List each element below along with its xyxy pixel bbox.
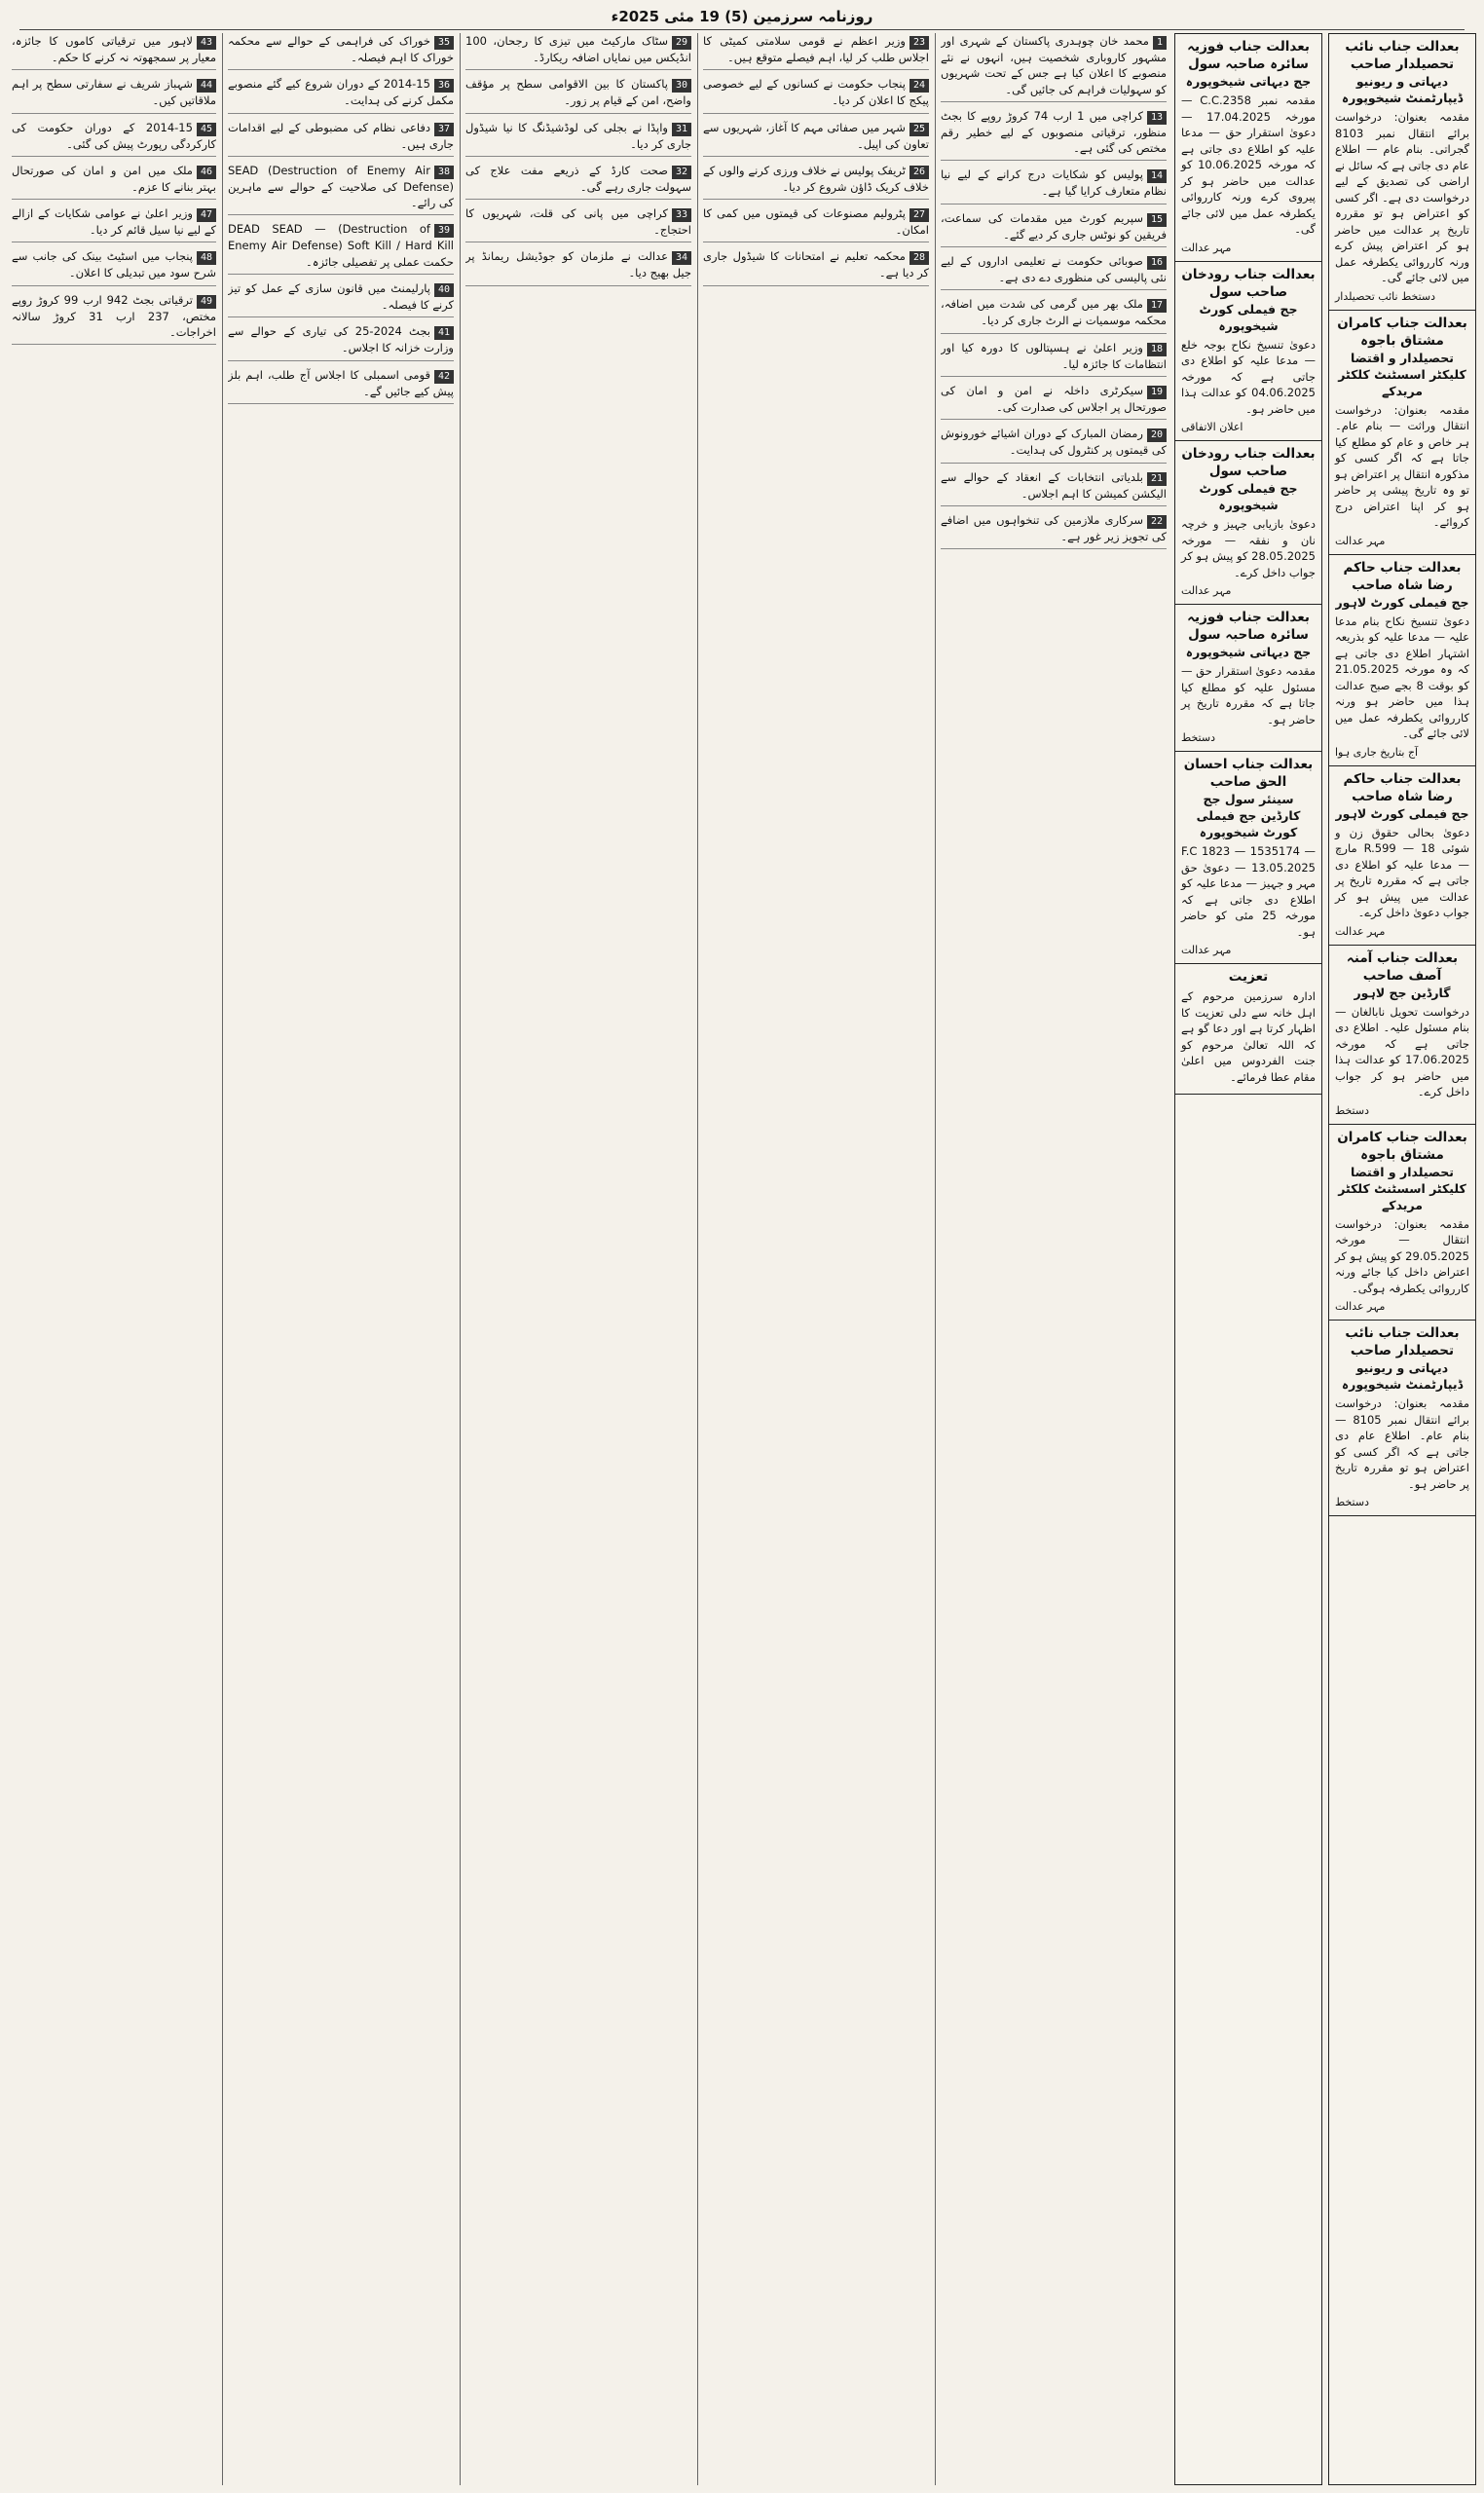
notice-title: بعدالت جناب نائب تحصیلدار صاحب xyxy=(1345,1325,1460,1358)
item-divider xyxy=(703,199,929,200)
court-notice xyxy=(1329,766,1475,946)
masthead-rule xyxy=(19,29,1465,30)
news-item xyxy=(228,280,454,317)
news-item-body xyxy=(941,33,1167,97)
item-divider xyxy=(703,285,929,286)
news-item-number: 37 xyxy=(434,123,454,136)
notice-signature: مہر عدالت xyxy=(1335,924,1386,938)
news-item-number: 14 xyxy=(1147,169,1167,183)
news-item xyxy=(12,33,216,70)
news-item-body xyxy=(465,120,691,152)
news-item-body xyxy=(703,120,929,152)
notice-body: مقدمہ بعنوان: درخواست انتقال — مورخہ 29.05.2025 کو پیش ہو کر اعتراض داخل کیا جائے ورنہ کارروائی یکطرفہ ہوگی۔ xyxy=(1335,1216,1469,1295)
item-divider xyxy=(228,403,454,404)
news-item-number: 24 xyxy=(909,79,929,93)
news-item-number: 47 xyxy=(197,208,216,222)
item-divider xyxy=(703,69,929,70)
news-item-number: 25 xyxy=(909,123,929,136)
news-item xyxy=(941,469,1167,506)
court-notices-column-2 xyxy=(1174,33,1322,2485)
news-item-text: وزیر اعظم نے قومی سلامتی کمیٹی کا اجلاس طلب کر لیا، اہم فیصلے متوقع ہیں۔ xyxy=(703,34,929,64)
notice-court: جج فیملی کورٹ شیخوپورہ xyxy=(1199,481,1298,512)
news-item-body xyxy=(228,367,454,399)
news-item-text: سٹاک مارکیٹ میں تیزی کا رجحان، 100 انڈیکس میں نمایاں اضافہ ریکارڈ۔ xyxy=(465,34,691,64)
item-divider xyxy=(941,204,1167,205)
news-item xyxy=(228,163,454,216)
news-item-text: خوراک کی فراہمی کے حوالے سے محکمہ خوراک کا اہم فیصلہ۔ xyxy=(228,34,454,64)
news-item-number: 33 xyxy=(672,208,691,222)
news-item xyxy=(703,163,929,200)
news-item-number: 17 xyxy=(1147,299,1167,313)
news-item-body xyxy=(12,163,216,195)
news-item xyxy=(703,76,929,113)
news-item-body xyxy=(12,33,216,65)
news-item xyxy=(12,163,216,200)
item-divider xyxy=(465,199,691,200)
news-item-body xyxy=(941,469,1167,502)
news-item-text: وزیر اعلیٰ نے عوامی شکایات کے ازالے کے لیے نیا سیل قائم کر دیا۔ xyxy=(12,206,216,238)
notice-signature: مہر عدالت xyxy=(1181,241,1232,254)
notice-signature: مہر عدالت xyxy=(1181,584,1232,597)
news-column-4 xyxy=(228,33,454,2485)
news-item xyxy=(465,248,691,285)
notice-court: جج فیملی کورٹ شیخوپورہ xyxy=(1199,301,1298,333)
news-column-5 xyxy=(12,33,216,2485)
news-item xyxy=(703,33,929,70)
item-divider xyxy=(941,289,1167,290)
news-item-number: 35 xyxy=(434,36,454,50)
news-item-text: شہر میں صفائی مہم کا آغاز، شہریوں سے تعاون کی اپیل۔ xyxy=(703,120,929,151)
item-divider xyxy=(941,419,1167,420)
news-item-number: 13 xyxy=(1147,111,1167,125)
news-item-body xyxy=(228,120,454,152)
item-divider xyxy=(228,113,454,114)
news-item-body xyxy=(941,383,1167,415)
court-notice xyxy=(1175,34,1321,262)
item-divider xyxy=(941,463,1167,464)
news-item-number: 39 xyxy=(434,224,454,238)
court-notice xyxy=(1175,262,1321,442)
notice-body: دعویٰ تنسیخ نکاح بوجہ خلع — مدعا علیہ کو اطلاع دی جاتی ہے کہ مورخہ 04.06.2025 کو عدالت ہذا میں حاضر ہو۔ xyxy=(1181,337,1316,416)
notice-court: جج دیہاتی شیخوپورہ xyxy=(1185,645,1312,659)
news-item-number: 28 xyxy=(909,251,929,265)
item-divider xyxy=(941,246,1167,247)
news-item xyxy=(465,205,691,242)
notice-court: جج فیملی کورٹ لاہور xyxy=(1335,805,1469,821)
news-item-text: قومی اسمبلی کا اجلاس آج طلب، اہم بلز پیش کیے جائیں گے۔ xyxy=(228,367,454,398)
news-item-text: پاکستان کا بین الاقوامی سطح پر مؤقف واضح، امن کے قیام پر زور۔ xyxy=(465,77,691,108)
item-divider xyxy=(228,316,454,317)
news-item-body xyxy=(941,340,1167,372)
notice-title: بعدالت جناب فوزیہ سائرہ صاحبہ سول xyxy=(1187,610,1310,643)
news-item-text: صحت کارڈ کے ذریعے مفت علاج کی سہولت جاری رہے گی۔ xyxy=(465,163,691,194)
news-item-body xyxy=(941,426,1167,458)
news-item xyxy=(703,205,929,242)
news-item-body xyxy=(941,512,1167,544)
notice-signature: دستخط نائب تحصیلدار xyxy=(1335,289,1436,303)
court-notice xyxy=(1175,964,1321,1095)
notice-court: جج دیہاتی شیخوپورہ xyxy=(1185,74,1312,89)
court-notice xyxy=(1175,752,1321,964)
item-divider xyxy=(12,344,216,345)
court-notice xyxy=(1329,1125,1475,1321)
news-item xyxy=(941,167,1167,204)
news-item-number: 42 xyxy=(434,370,454,384)
notice-signature: مہر عدالت xyxy=(1181,944,1232,956)
news-item xyxy=(941,340,1167,377)
notice-title: بعدالت جناب رودخان صاحب سول xyxy=(1181,446,1316,479)
news-item-text: ملک میں امن و امان کی صورتحال بہتر بنانے کا عزم۔ xyxy=(12,163,216,194)
news-item-body xyxy=(941,253,1167,285)
news-column-3 xyxy=(465,33,691,2485)
news-item-number: 46 xyxy=(197,166,216,179)
news-item-text: وزیر اعلیٰ نے ہسپتالوں کا دورہ کیا اور انتظامات کا جائزہ لیا۔ xyxy=(941,340,1167,371)
court-notice xyxy=(1329,946,1475,1125)
news-item-text: محکمہ تعلیم نے امتحانات کا شیڈول جاری کر دیا ہے۔ xyxy=(703,249,929,280)
column-divider xyxy=(460,33,461,2485)
item-divider xyxy=(12,113,216,114)
news-item-number: 44 xyxy=(197,79,216,93)
notice-body: مقدمہ بعنوان: درخواست برائے انتقال نمبر 8103 گجراتی۔ بنام عام — اطلاع عام دی جاتی ہے کہ سائل نے اراضی کی تصدیق کے لیے درخواست دی ہے۔ اگر کسی کو اعتراض ہو تو مقررہ تاریخ پر عدالت میں حاضر ہو کر اعتراض پیش کرے ورنہ کارروائی یکطرفہ عمل میں لائی جائے گی۔ xyxy=(1335,110,1469,284)
news-item-body xyxy=(941,296,1167,328)
news-item-number: 26 xyxy=(909,166,929,179)
news-item-number: 21 xyxy=(1147,472,1167,486)
item-divider xyxy=(941,160,1167,161)
news-item-number: 31 xyxy=(672,123,691,136)
court-notice xyxy=(1329,1321,1475,1516)
news-item xyxy=(941,426,1167,463)
news-item xyxy=(941,253,1167,290)
news-item xyxy=(228,76,454,113)
news-item-body xyxy=(228,221,454,270)
item-divider xyxy=(941,101,1167,102)
notice-body: دعویٰ بازیابی جہیز و خرچہ نان و نفقہ — مورخہ 28.05.2025 کو پیش ہو کر جواب داخل کرے۔ xyxy=(1181,517,1316,579)
item-divider xyxy=(228,214,454,215)
news-item-text: پنجاب حکومت نے کسانوں کے لیے خصوصی پیکج کا اعلان کر دیا۔ xyxy=(703,77,929,108)
news-item-body xyxy=(228,33,454,65)
news-item-text: محمد خان چوہدری پاکستان کے شہری اور مشہور کاروباری شخصیت ہیں، انہوں نے نئے منصوبے کا اعلان کیا ہے جس کے تحت شہریوں کو سہولیات فراہم کی جائیں گی۔ xyxy=(941,34,1167,96)
item-divider xyxy=(228,156,454,157)
news-item xyxy=(941,108,1167,162)
news-item-text: SEAD (Destruction of Enemy Air Defense) کی صلاحیت کے حوالے سے ماہرین کی رائے۔ xyxy=(228,163,454,210)
news-item xyxy=(941,512,1167,549)
news-item-number: 48 xyxy=(197,251,216,265)
news-item-body xyxy=(465,205,691,238)
item-divider xyxy=(465,113,691,114)
news-item xyxy=(228,33,454,70)
news-item-body xyxy=(12,205,216,238)
news-item-body xyxy=(941,108,1167,157)
item-divider xyxy=(703,156,929,157)
item-divider xyxy=(12,285,216,286)
news-item-number: 20 xyxy=(1147,428,1167,442)
news-item-number: 34 xyxy=(672,251,691,265)
news-item-number: 40 xyxy=(434,283,454,297)
item-divider xyxy=(941,333,1167,334)
news-item xyxy=(703,120,929,157)
news-item xyxy=(228,367,454,404)
news-item-number: 27 xyxy=(909,208,929,222)
notice-body: درخواست تحویل نابالغان — بنام مسئول علیہ۔ اطلاع دی جاتی ہے کہ مورخہ 17.06.2025 کو عدالت ہذا میں حاضر ہو کر جواب داخل کرے۔ xyxy=(1335,1004,1469,1098)
news-item-body xyxy=(12,248,216,280)
news-item-number: 16 xyxy=(1147,256,1167,270)
notice-signature: مہر عدالت xyxy=(1335,534,1386,547)
court-notice xyxy=(1329,311,1475,555)
item-divider xyxy=(12,199,216,200)
item-divider xyxy=(228,274,454,275)
news-item xyxy=(228,120,454,157)
news-item-body xyxy=(703,76,929,108)
news-item-number: 41 xyxy=(434,326,454,340)
notice-body: دعویٰ بحالی حقوق زن و شوئی R.599 — 18 مارچ — مدعا علیہ کو اطلاع دی جاتی ہے کہ مقررہ تاریخ پر عدالت میں پیش ہو کر جواب دعویٰ داخل کرے۔ xyxy=(1335,825,1469,919)
item-divider xyxy=(703,113,929,114)
news-item-text: پارلیمنٹ میں قانون سازی کے عمل کو تیز کرنے کا فیصلہ۔ xyxy=(228,281,454,313)
notice-court: جج فیملی کورٹ لاہور xyxy=(1335,594,1469,610)
news-item-body xyxy=(12,120,216,152)
notice-body: مقدمہ نمبر C.C.2358 — مورخہ 17.04.2025 — دعویٰ استقرار حق — مدعا علیہ کو اطلاع دی جاتی ہے کہ مورخہ 10.06.2025 کو عدالت میں حاضر ہو کر پیروی کرے ورنہ کارروائی یکطرفہ عمل میں لائی جائے گی۔ xyxy=(1181,93,1317,236)
notice-body: ادارہ سرزمین مرحوم کے اہل خانہ سے دلی تعزیت کا اظہار کرتا ہے اور دعا گو ہے کہ اللہ تعالیٰ مرحوم کو جنت الفردوس میں اعلیٰ مقام عطا فرمائے۔ xyxy=(1181,989,1316,1084)
court-notices-column-1 xyxy=(1328,33,1476,2485)
news-item xyxy=(12,205,216,242)
item-divider xyxy=(941,548,1167,549)
news-item xyxy=(12,292,216,346)
notice-title: بعدالت جناب آمنہ آصف صاحب xyxy=(1346,949,1459,984)
news-item-body xyxy=(703,163,929,195)
news-item xyxy=(12,120,216,157)
news-item xyxy=(941,210,1167,247)
news-item xyxy=(465,33,691,70)
news-item-text: صوبائی حکومت نے تعلیمی اداروں کے لیے نئی پالیسی کی منظوری دے دی ہے۔ xyxy=(941,254,1167,285)
news-item-text: بلدیاتی انتخابات کے انعقاد کے حوالے سے الیکشن کمیشن کا اہم اجلاس۔ xyxy=(941,469,1167,501)
news-item xyxy=(465,76,691,113)
news-item-text: لاہور میں ترقیاتی کاموں کا جائزہ، معیار پر سمجھوتہ نہ کرنے کا حکم۔ xyxy=(12,34,216,64)
news-item-body xyxy=(12,76,216,108)
notice-body: مقدمہ بعنوان: درخواست برائے انتقال نمبر 8105 — بنام عام۔ اطلاع عام دی جاتی ہے کہ اگر کسی کو اعتراض ہو تو مقررہ تاریخ پر حاضر ہو۔ xyxy=(1335,1396,1470,1491)
notice-signature: دستخط xyxy=(1181,731,1215,744)
news-item-body xyxy=(465,76,691,108)
news-item-number: 32 xyxy=(672,166,691,179)
news-item-text: شہباز شریف نے سفارتی سطح پر اہم ملاقاتیں کیں۔ xyxy=(12,77,216,108)
news-item-text: بجٹ 2024-25 کی تیاری کے حوالے سے وزارت خزانہ کا اجلاس۔ xyxy=(228,324,454,355)
news-item-body xyxy=(228,76,454,108)
news-item-text: ملک بھر میں گرمی کی شدت میں اضافہ، محکمہ موسمیات نے الرٹ جاری کر دیا۔ xyxy=(941,297,1167,328)
news-item-text: کراچی میں پانی کی قلت، شہریوں کا احتجاج۔ xyxy=(465,206,691,238)
column-divider xyxy=(935,33,936,2485)
news-item-number: 1 xyxy=(1153,36,1167,50)
notice-court: تحصیلدار و اقتضا کلیکٹر اسسٹنٹ کلکٹر مریدکے xyxy=(1338,350,1466,398)
news-item-body xyxy=(12,292,216,341)
news-item-body xyxy=(228,323,454,355)
notice-signature: اعلان الاتفاقی xyxy=(1181,421,1243,433)
news-item-text: رمضان المبارک کے دوران اشیائے خورونوش کی قیمتوں پر کنٹرول کی ہدایت۔ xyxy=(941,427,1167,458)
notice-title: تعزیت xyxy=(1228,969,1269,985)
news-item-text: 2014-15 کے دوران شروع کیے گئے منصوبے مکمل کرنے کی ہدایت۔ xyxy=(228,77,454,108)
notice-title: بعدالت جناب فوزیہ سائرہ صاحبہ سول xyxy=(1187,39,1310,72)
news-item xyxy=(941,383,1167,420)
news-item xyxy=(941,33,1167,102)
item-divider xyxy=(941,505,1167,506)
news-item-text: پنجاب میں اسٹیٹ بینک کی جانب سے شرح سود میں تبدیلی کا اعلان۔ xyxy=(12,249,216,280)
notice-title: بعدالت جناب کامران مشتاق باجوہ xyxy=(1337,315,1467,349)
news-item-body xyxy=(228,280,454,313)
notice-title: بعدالت جناب رودخان صاحب سول xyxy=(1181,266,1316,300)
masthead-title: روزنامہ سرزمین (5) 19 مئی 2025ء xyxy=(611,8,873,25)
item-divider xyxy=(228,360,454,361)
news-item-number: 36 xyxy=(434,79,454,93)
notice-body: مقدمہ دعویٰ استقرار حق — مسئول علیہ کو مطلع کیا جاتا ہے کہ مقررہ تاریخ پر حاضر ہو۔ xyxy=(1181,664,1316,726)
news-item-number: 22 xyxy=(1147,515,1167,529)
item-divider xyxy=(228,69,454,70)
news-column-1 xyxy=(941,33,1167,2485)
news-item-text: پولیس کو شکایات درج کرانے کے لیے نیا نظام متعارف کرایا گیا ہے۔ xyxy=(941,167,1167,199)
news-item-text: 2014-15 کے دوران حکومت کی کارکردگی رپورٹ پیش کی گئی۔ xyxy=(12,120,216,151)
notice-body: دعویٰ تنسیخ نکاح بنام مدعا علیہ — مدعا علیہ کو بذریعہ اشتہار اطلاع دی جاتی ہے کہ وہ مورخہ 21.05.2025 کو بوقت 8 بجے صبح عدالت ہذا میں حاضر ہو ورنہ کارروائی یکطرفہ عمل میں لائی جائے گی۔ xyxy=(1335,614,1469,740)
news-item-body xyxy=(703,33,929,65)
news-item-text: سرکاری ملازمین کی تنخواہوں میں اضافے کی تجویز زیر غور ہے۔ xyxy=(941,512,1167,543)
news-item-number: 15 xyxy=(1147,213,1167,227)
notice-title: بعدالت جناب نائب تحصیلدار صاحب xyxy=(1345,39,1460,72)
news-item-text: سیکرٹری داخلہ نے امن و امان کی صورتحال پر اجلاس کی صدارت کی۔ xyxy=(941,383,1167,414)
news-item-body xyxy=(465,33,691,65)
news-item-text: ٹریفک پولیس نے خلاف ورزی کرنے والوں کے خلاف کریک ڈاؤن شروع کر دیا۔ xyxy=(703,163,929,194)
notice-court: تحصیلدار و اقتضا کلیکٹر اسسٹنٹ کلکٹر مریدکے xyxy=(1338,1164,1466,1212)
news-item-text: کراچی میں 1 ارب 74 کروڑ روپے کا بجٹ منظور، ترقیاتی منصوبوں کے لیے خطیر رقم مختص کی گئی ہے۔ xyxy=(941,108,1167,156)
court-notice xyxy=(1175,441,1321,605)
news-item-body xyxy=(465,248,691,280)
item-divider xyxy=(941,376,1167,377)
notice-court: دیہاتی و ریونیو ڈیپارٹمنٹ شیخوپورہ xyxy=(1341,1360,1464,1392)
news-item xyxy=(228,221,454,275)
notice-title: بعدالت جناب حاکم رضا شاہ صاحب xyxy=(1343,559,1462,593)
news-item-body xyxy=(228,163,454,211)
notice-signature: دستخط xyxy=(1335,1496,1369,1508)
item-divider xyxy=(12,69,216,70)
notice-title: بعدالت جناب کامران مشتاق باجوہ xyxy=(1337,1129,1467,1163)
news-item-body xyxy=(703,205,929,238)
column-divider xyxy=(222,33,223,2485)
news-item-number: 45 xyxy=(197,123,216,136)
news-item-number: 43 xyxy=(197,36,216,50)
news-item xyxy=(465,163,691,200)
news-item xyxy=(465,120,691,157)
news-item-text: دفاعی نظام کی مضبوطی کے لیے اقدامات جاری ہیں۔ xyxy=(228,120,454,151)
column-divider xyxy=(697,33,698,2485)
news-item-number: 38 xyxy=(434,166,454,179)
item-divider xyxy=(465,285,691,286)
news-item-number: 18 xyxy=(1147,343,1167,356)
notice-signature: دستخط xyxy=(1335,1103,1369,1117)
item-divider xyxy=(12,156,216,157)
court-notice xyxy=(1329,555,1475,766)
news-item-text: سپریم کورٹ میں مقدمات کی سماعت، فریقین کو نوٹس جاری کر دیے گئے۔ xyxy=(941,210,1167,242)
news-item-body xyxy=(465,163,691,195)
notice-court: دیہاتی و ریونیو ڈیپارٹمنٹ شیخوپورہ xyxy=(1341,74,1464,105)
item-divider xyxy=(465,156,691,157)
notice-court: سینئر سول جج کارڈین جج فیملی کورٹ شیخوپورہ xyxy=(1196,792,1301,839)
item-divider xyxy=(465,69,691,70)
news-item xyxy=(228,323,454,360)
news-item-number: 30 xyxy=(672,79,691,93)
news-item xyxy=(12,76,216,113)
notice-title: بعدالت جناب احسان الحق صاحب xyxy=(1183,757,1314,790)
news-item-text: عدالت نے ملزمان کو جوڈیشل ریمانڈ پر جیل بھیج دیا۔ xyxy=(465,249,691,280)
news-item-number: 29 xyxy=(672,36,691,50)
news-item-text: پٹرولیم مصنوعات کی قیمتوں میں کمی کا امکان۔ xyxy=(703,206,929,238)
news-item-text: ترقیاتی بجٹ 942 ارب 99 کروڑ روپے مختص، 237 ارب 31 کروڑ سالانہ اخراجات۔ xyxy=(12,292,216,340)
notice-court: گارڈین جج لاہور xyxy=(1354,985,1451,1000)
notice-signature: مہر عدالت xyxy=(1335,1300,1386,1313)
news-item xyxy=(703,248,929,285)
news-item-body xyxy=(941,167,1167,199)
notice-title: بعدالت جناب حاکم رضا شاہ صاحب xyxy=(1343,770,1462,804)
court-notice xyxy=(1329,34,1475,311)
news-item-number: 49 xyxy=(197,295,216,309)
news-item-text: DEAD SEAD — (Destruction of Enemy Air Defense) Soft Kill / Hard Kill حکمت عملی پر تفصیلی جائزہ۔ xyxy=(228,222,454,269)
news-column-2 xyxy=(703,33,929,2485)
notice-signature: آج بتاریخ جاری ہوا xyxy=(1335,745,1419,759)
news-item-number: 19 xyxy=(1147,386,1167,399)
news-item-body xyxy=(703,248,929,280)
news-item xyxy=(941,296,1167,333)
notice-body: مقدمہ بعنوان: درخواست انتقال وراثت — بنام عام۔ ہر خاص و عام کو مطلع کیا جاتا ہے کہ اگر کسی کو مذکورہ انتقال پر اعتراض ہو تو وہ تاریخ پیشی پر حاضر ہو کر اپنا اعتراض درج کروائے۔ xyxy=(1335,402,1469,529)
news-item-text: واپڈا نے بجلی کی لوڈشیڈنگ کا نیا شیڈول جاری کر دیا۔ xyxy=(465,120,691,151)
news-item xyxy=(12,248,216,285)
news-item-number: 23 xyxy=(909,36,929,50)
notice-body: F.C 1823 — 1535174 — 13.05.2025 — دعویٰ حق مہر و جہیز — مدعا علیہ کو اطلاع دی جاتی ہے کہ مورخہ 25 مئی کو حاضر ہو۔ xyxy=(1181,844,1316,939)
news-item-body xyxy=(941,210,1167,242)
court-notice xyxy=(1175,605,1321,752)
